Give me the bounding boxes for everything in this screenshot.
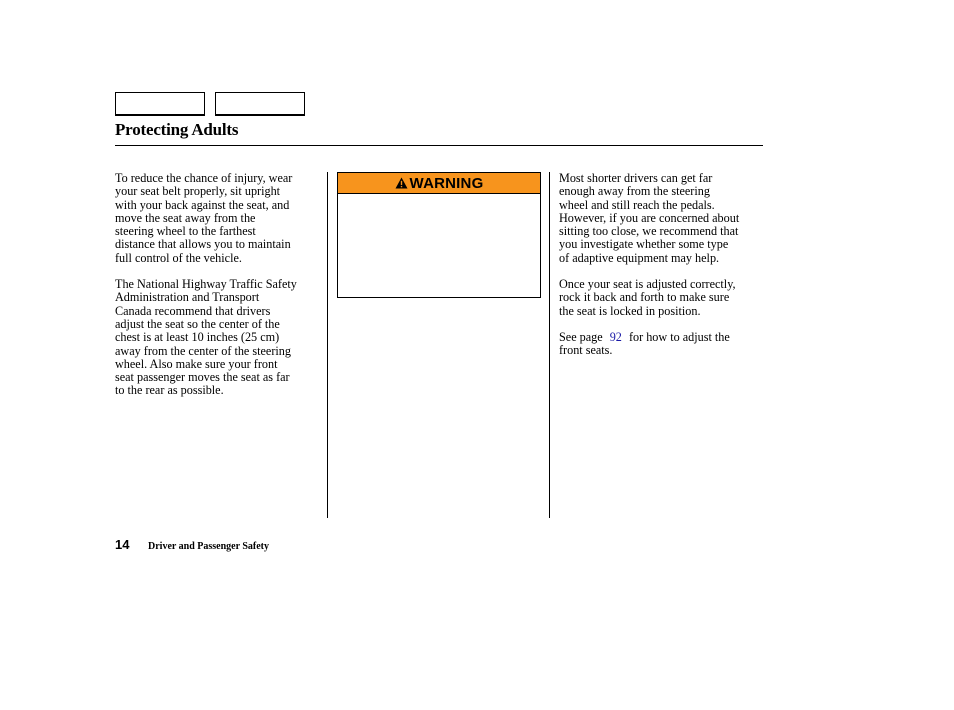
right-column: [559, 172, 769, 371]
footer-page-number: 14: [115, 537, 130, 552]
see-page-paragraph: [559, 331, 769, 358]
warning-header: [338, 173, 540, 194]
nav-button-previous[interactable]: [115, 92, 205, 116]
page-reference-link[interactable]: 92: [609, 329, 622, 344]
warning-label: WARNING: [409, 174, 484, 192]
shorter-drivers-paragraph: Most shorter drivers can get far enough away from the steering wheel and still reach the pedals. However, if you are concerned about sitting too close, we recommend that you investigate whether some type of adaptive equipment may help.: [559, 171, 740, 265]
nav-button-next[interactable]: [215, 92, 305, 116]
column-divider: [327, 172, 328, 518]
warning-triangle-icon: [395, 177, 408, 189]
column-divider: [549, 172, 550, 518]
nhtsa-paragraph: The National Highway Traffic Safety Administration and Transport Canada recommend that drivers adjust the seat so the center of the chest is at least 10 inches (25 cm) away from the center of the steering wheel. Also make sure your front seat passenger moves the seat as far to the rear as possible.: [115, 277, 297, 398]
title-divider: [115, 145, 763, 146]
intro-paragraph: To reduce the chance of injury, wear your seat belt properly, sit upright with your back against the seat, and move the seat away from the steering wheel to the farthest distance that allows you to maintain full control of the vehicle.: [115, 171, 293, 265]
page-title: Protecting Adults: [115, 120, 239, 139]
footer-section-title: Driver and Passenger Safety: [148, 541, 270, 552]
warning-box: [337, 172, 541, 298]
seat-locked-paragraph: Once your seat is adjusted correctly, rock it back and forth to make sure the seat is locked in position.: [559, 277, 736, 318]
left-column: [115, 172, 323, 411]
see-page-suffix: for how to adjust the front seats.: [559, 329, 730, 358]
see-page-prefix: See page: [559, 329, 603, 344]
